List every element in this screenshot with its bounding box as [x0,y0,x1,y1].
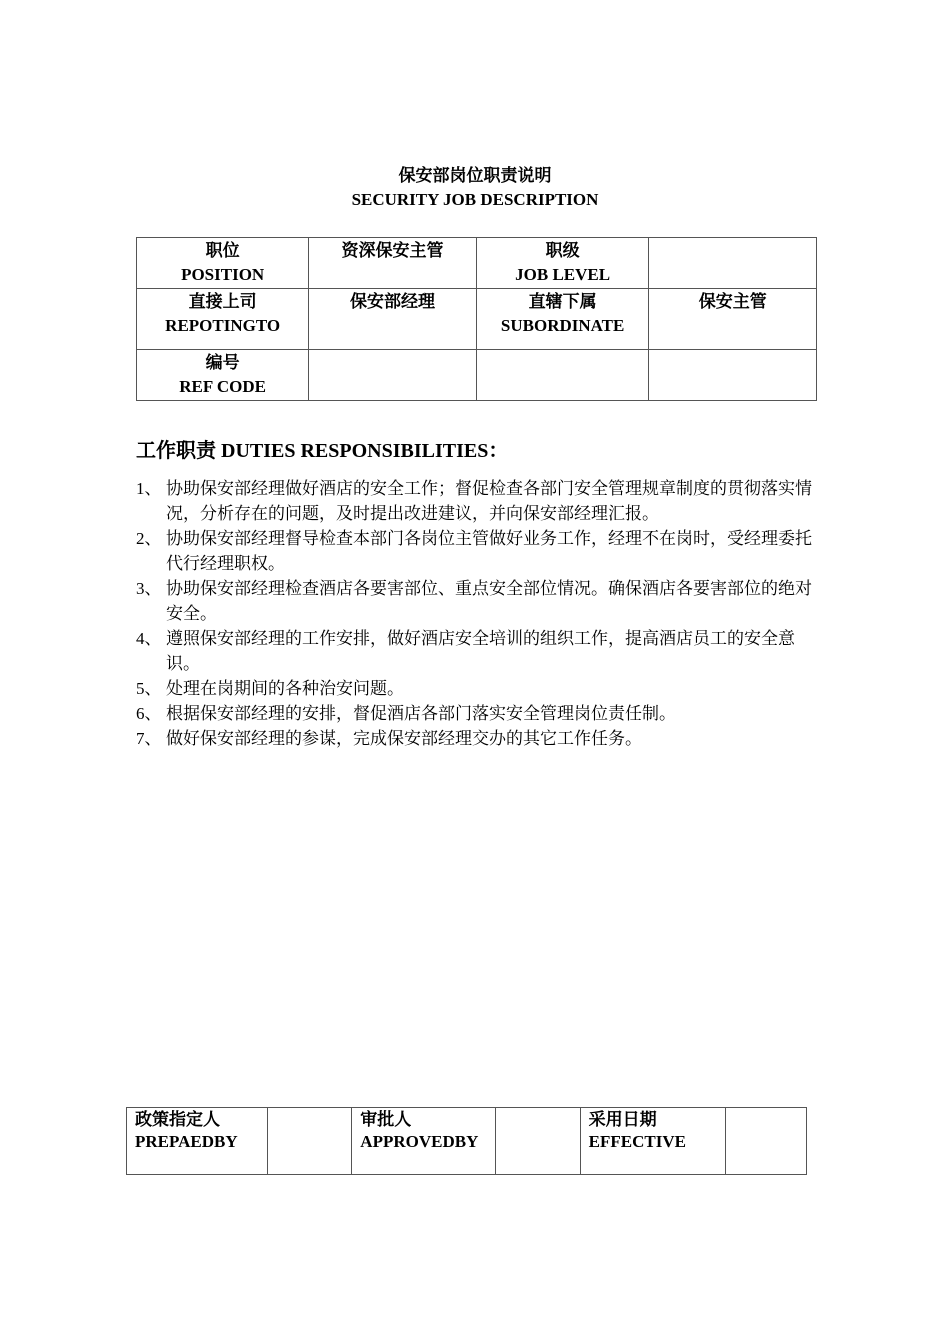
effective-value-cell [726,1108,807,1175]
item-number: 4、 [136,629,162,648]
position-label-cn: 职位 [205,241,240,260]
reporting-label-cell [137,289,309,350]
subordinate-label-cell [476,289,649,350]
ref-code-label-cn: 编号 [205,353,240,372]
ref-code-label-cell [137,350,309,401]
prepared-by-value-cell [267,1108,352,1175]
empty-cell [476,350,649,401]
duties-list [136,476,826,751]
position-label-en: POSITION [181,265,265,284]
position-label-cell [137,238,309,289]
job-level-label-en: JOB LEVEL [515,265,611,284]
item-number: 1、 [136,479,162,498]
item-text: 协助保安部经理督导检查本部门各岗位主管做好业务工作，经理不在岗时，受经理委托代行经理职权。 [166,529,812,573]
effective-label-cn: 采用日期 [588,1110,657,1129]
document-title [0,164,950,212]
approved-by-label-cell [352,1108,496,1175]
effective-label-cell [580,1108,726,1175]
empty-cell [649,350,817,401]
item-number: 3、 [136,579,162,598]
reporting-value-cell [309,289,476,350]
list-item [136,726,826,751]
title-english: SECURITY JOB DESCRIPTION [351,190,599,209]
subordinate-label-en: SUBORDINATE [500,316,625,335]
item-number: 7、 [136,729,162,748]
signature-table [126,1107,807,1175]
position-value-cell [309,238,476,289]
job-level-value-cell [649,238,817,289]
approved-by-value-cell [496,1108,581,1175]
table-row [137,289,817,350]
approved-by-label-cn: 审批人 [360,1110,412,1129]
item-text: 做好保安部经理的参谋，完成保安部经理交办的其它工作任务。 [166,729,642,748]
list-item [136,476,826,526]
job-level-label-cn: 职级 [545,241,580,260]
subordinate-value: 保安主管 [698,292,767,311]
subordinate-value-cell [649,289,817,350]
table-row [127,1108,807,1175]
reporting-label-cn: 直接上司 [188,292,257,311]
subordinate-label-cn: 直辖下属 [528,292,597,311]
approved-by-label-en: APPROVEDBY [360,1132,479,1151]
item-text: 协助保安部经理检查酒店各要害部位、重点安全部位情况。确保酒店各要害部位的绝对安全。 [166,579,812,623]
item-text: 处理在岗期间的各种治安问题。 [166,679,404,698]
list-item [136,576,826,626]
item-text: 遵照保安部经理的工作安排，做好酒店安全培训的组织工作，提高酒店员工的安全意识。 [166,629,795,673]
list-item [136,626,826,676]
job-level-label-cell [476,238,649,289]
list-item [136,526,826,576]
item-number: 6、 [136,704,162,723]
prepared-by-label-en: PREPAEDBY [135,1132,238,1151]
title-chinese: 保安部岗位职责说明 [398,166,552,185]
item-number: 2、 [136,529,162,548]
effective-label-en: EFFECTIVE [588,1132,686,1151]
duties-heading: 工作职责 DUTIES RESPONSIBILITIES： [136,440,509,462]
position-value: 资深保安主管 [341,241,444,260]
table-row [137,238,817,289]
list-item [136,676,826,701]
ref-code-value-cell [309,350,476,401]
item-text: 根据保安部经理的安排，督促酒店各部门落实安全管理岗位责任制。 [166,704,676,723]
table-row [137,350,817,401]
ref-code-label-en: REF CODE [179,377,267,396]
prepared-by-label-cn: 政策指定人 [135,1110,220,1129]
list-item [136,701,826,726]
item-number: 5、 [136,679,162,698]
reporting-label-en: REPOTINGTO [165,316,281,335]
item-text: 协助保安部经理做好酒店的安全工作；督促检查各部门安全管理规章制度的贯彻落实情况，分析存在的问题，及时提出改进建议，并向保安部经理汇报。 [166,479,812,523]
prepared-by-label-cell [127,1108,268,1175]
reporting-value: 保安部经理 [350,292,436,311]
job-info-table [136,237,817,401]
